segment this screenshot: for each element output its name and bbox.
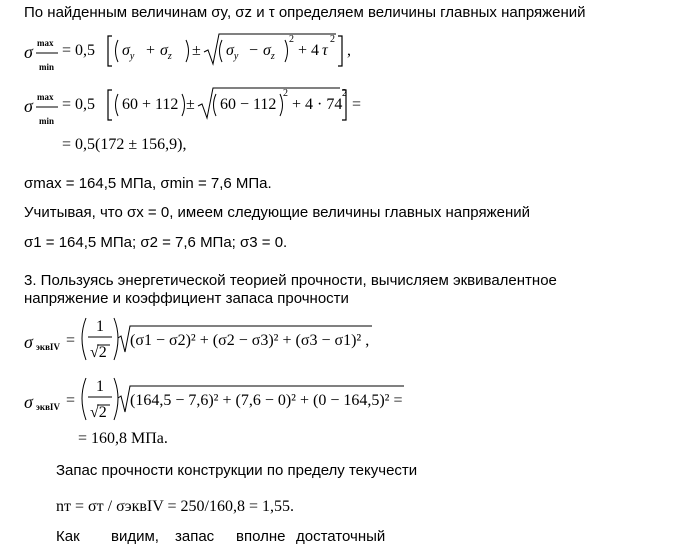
eq1-plus: +	[146, 42, 156, 59]
eq1-plus-minus: ±	[192, 42, 201, 59]
eqv1-radical	[118, 326, 372, 352]
eq2-right-square-bracket	[342, 90, 346, 120]
eqv1-body: (σ1 − σ2)² + (σ2 − σ3)² + (σ3 − σ1)² ,	[130, 332, 370, 349]
safety-margin-text: Запас прочности конструкции по пределу текучести	[56, 462, 418, 479]
subscript-max-2: max	[37, 92, 54, 102]
eq1-paren2-l	[220, 40, 223, 62]
considering-text: Учитывая, что σx = 0, имеем следующие величины главных напряжений	[24, 204, 530, 221]
eq2-term-square: 2	[342, 88, 347, 99]
conclusion-word-4: вполне	[236, 528, 286, 545]
eq1-sigma-z-term: $\sigma_z$	[160, 42, 172, 62]
eq2-sum: 60 + 112	[122, 96, 179, 113]
sigma-eqv-symbol: σ	[24, 332, 33, 352]
eq1-minus: −	[249, 42, 259, 59]
eq2-square: 2	[283, 88, 288, 99]
eq2-equals: =	[352, 96, 362, 113]
eq1-sigma-y-term: $\sigma_y$	[122, 42, 135, 62]
eqv2-paren-r	[114, 378, 118, 420]
sigma-symbol-2: σ	[24, 96, 33, 116]
eqv1-numerator: 1	[96, 318, 104, 335]
result-line: σmax = 164,5 МПа, σmin = 7,6 МПа.	[24, 175, 272, 192]
subscript-max: max	[37, 38, 54, 48]
eq1-inner-sigma-z: $\sigma_z$	[263, 42, 275, 62]
eq1-plus-four: + 4	[298, 42, 320, 59]
eqv2-radical	[118, 386, 404, 412]
eq2-difference: 60 − 112	[220, 96, 277, 113]
equation-evaluated: = 0,5(172 ± 156,9),	[62, 136, 187, 153]
principal-stresses-line: σ1 = 164,5 МПа; σ2 = 7,6 МПа; σ3 = 0.	[24, 234, 288, 251]
eqv2-body: (164,5 − 7,6)² + (7,6 − 0)² + (0 − 164,5)² =	[130, 392, 403, 409]
eqv2-paren-l	[82, 378, 86, 420]
conclusion-word-3: запас	[175, 528, 215, 545]
eq1-paren-r	[186, 40, 189, 62]
eq2-paren-r	[182, 94, 185, 116]
eq1-left-square-bracket	[108, 36, 112, 66]
eqv2-denominator: √2	[90, 404, 107, 421]
eq1-paren2-r	[285, 40, 288, 62]
eq2-paren2-l	[214, 94, 217, 116]
safety-factor-equation: nт = σт / σэквIV = 250/160,8 = 1,55.	[56, 498, 294, 515]
sigma-symbol: σ	[24, 42, 33, 62]
sigma-eqv-subscript: эквIV	[36, 342, 60, 352]
eq1-comma: ,	[347, 42, 351, 59]
eqv1-equals: =	[66, 332, 76, 349]
eq2-plus-minus: ±	[186, 96, 195, 113]
eq1-paren-l	[116, 40, 119, 62]
eq2-paren-l	[116, 94, 119, 116]
eq1-inner-sigma-y: $\sigma_y$	[226, 42, 239, 62]
eq1-radical	[204, 34, 336, 64]
eq2-left-square-bracket	[108, 90, 112, 120]
eq2-plus-term: + 4 · 74	[292, 96, 343, 113]
sigma-eqv-subscript-2: эквIV	[36, 402, 60, 412]
step3-line-1: 3. Пользуясь энергетической теорией прочности, вычисляем эквивалентное	[24, 272, 557, 289]
eqv-result: = 160,8 МПа.	[78, 430, 168, 447]
eq1-right-square-bracket	[338, 36, 342, 66]
eq2-half: = 0,5	[62, 96, 96, 113]
eqv2-numerator: 1	[96, 378, 104, 395]
intro-text: По найденным величинам σy, σz и τ определяем величины главных напряжений	[24, 4, 586, 21]
eqv2-equals: =	[66, 392, 76, 409]
sigma-eqv-symbol-2: σ	[24, 392, 33, 412]
subscript-min-2: min	[39, 116, 55, 126]
eqv1-paren-r	[114, 318, 118, 360]
eq1-half: = 0,5	[62, 42, 96, 59]
eqv1-denominator: √2	[90, 344, 107, 361]
eq1-tau-square: 2	[330, 34, 335, 45]
eq1-tau: τ	[322, 42, 328, 59]
conclusion-word-2: видим,	[111, 528, 159, 545]
subscript-min: min	[39, 62, 55, 72]
step3-line-2: напряжение и коэффициент запаса прочности	[24, 290, 349, 307]
eq2-paren2-r	[280, 94, 283, 116]
conclusion-word-1: Как	[56, 528, 80, 545]
eq1-square: 2	[289, 34, 294, 45]
eq2-radical	[198, 88, 343, 118]
conclusion-word-5: достаточный	[296, 528, 386, 545]
eqv1-paren-l	[82, 318, 86, 360]
